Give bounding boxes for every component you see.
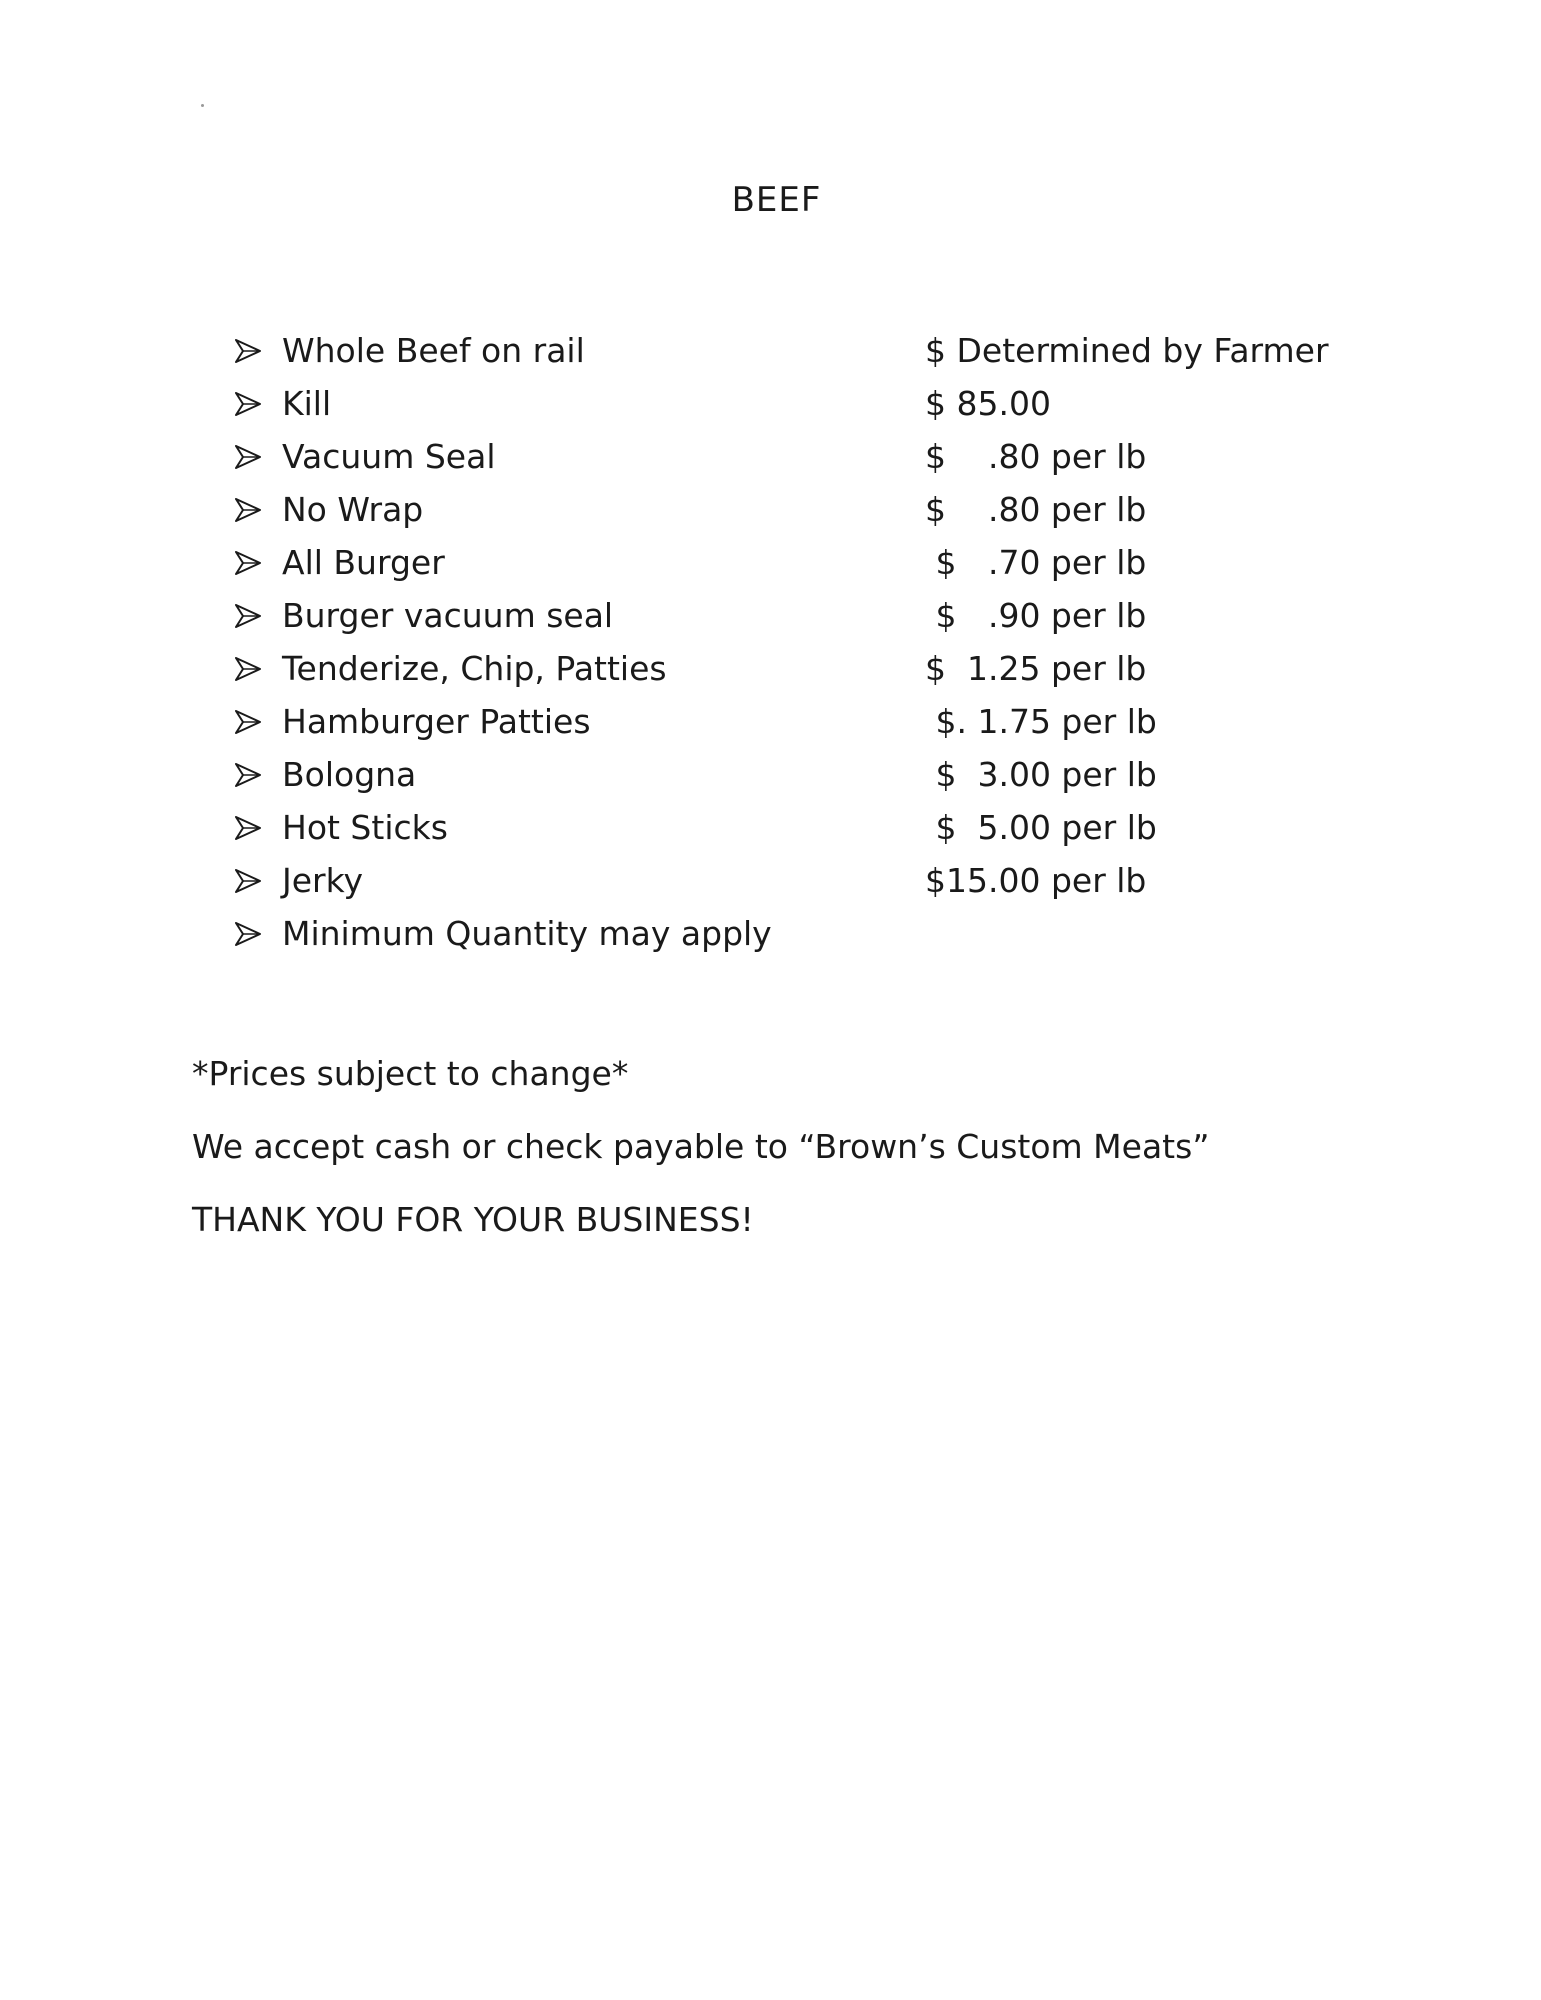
price-item	[235, 642, 1355, 695]
price-item	[235, 324, 1355, 377]
footer-notes	[192, 1052, 1209, 1271]
item-label: Jerky	[282, 861, 364, 900]
price-item	[235, 377, 1355, 430]
item-label: Tenderize, Chip, Patties	[282, 649, 667, 688]
price-item	[235, 854, 1355, 907]
item-label: Whole Beef on rail	[282, 331, 585, 370]
item-price: $15.00 per lb	[925, 861, 1147, 900]
arrowhead-bullet-icon	[235, 763, 261, 787]
item-price: $. 1.75 per lb	[925, 702, 1157, 741]
item-label: All Burger	[282, 543, 445, 582]
page-title: BEEF	[731, 180, 822, 220]
arrowhead-bullet-icon	[235, 604, 261, 628]
payment-note: We accept cash or check payable to “Brown’s Custom Meats”	[192, 1127, 1210, 1166]
item-price: $ 1.25 per lb	[925, 649, 1147, 688]
price-item	[235, 801, 1355, 854]
item-price: $ 5.00 per lb	[925, 808, 1157, 847]
item-label: Burger vacuum seal	[282, 596, 614, 635]
item-label: No Wrap	[282, 490, 424, 529]
arrowhead-bullet-icon	[235, 816, 261, 840]
arrowhead-bullet-icon	[235, 869, 261, 893]
arrowhead-bullet-icon	[235, 710, 261, 734]
item-label: Kill	[282, 384, 332, 423]
price-item	[235, 483, 1355, 536]
item-label: Bologna	[282, 755, 417, 794]
prices-notice: *Prices subject to change*	[192, 1054, 629, 1093]
arrowhead-bullet-icon	[235, 498, 261, 522]
arrowhead-bullet-icon	[235, 922, 261, 946]
thank-you-note: THANK YOU FOR YOUR BUSINESS!	[192, 1200, 754, 1239]
price-item	[235, 907, 1355, 960]
arrowhead-bullet-icon	[235, 657, 261, 681]
price-item	[235, 695, 1355, 748]
item-price: $ .80 per lb	[925, 490, 1147, 529]
price-item	[235, 748, 1355, 801]
item-label: Hot Sticks	[282, 808, 448, 847]
item-price: $ .90 per lb	[925, 596, 1147, 635]
item-price: $ .70 per lb	[925, 543, 1147, 582]
scan-speck	[201, 104, 204, 107]
item-price: $ 85.00	[925, 384, 1051, 423]
item-price: $ .80 per lb	[925, 437, 1147, 476]
item-label: Vacuum Seal	[282, 437, 496, 476]
arrowhead-bullet-icon	[235, 339, 261, 363]
item-label: Minimum Quantity may apply	[282, 914, 772, 953]
item-price: $ 3.00 per lb	[925, 755, 1157, 794]
price-list	[235, 324, 1355, 960]
arrowhead-bullet-icon	[235, 551, 261, 575]
item-label: Hamburger Patties	[282, 702, 591, 741]
arrowhead-bullet-icon	[235, 392, 261, 416]
price-item	[235, 536, 1355, 589]
item-price: $ Determined by Farmer	[925, 331, 1329, 370]
price-item	[235, 589, 1355, 642]
price-item	[235, 430, 1355, 483]
arrowhead-bullet-icon	[235, 445, 261, 469]
